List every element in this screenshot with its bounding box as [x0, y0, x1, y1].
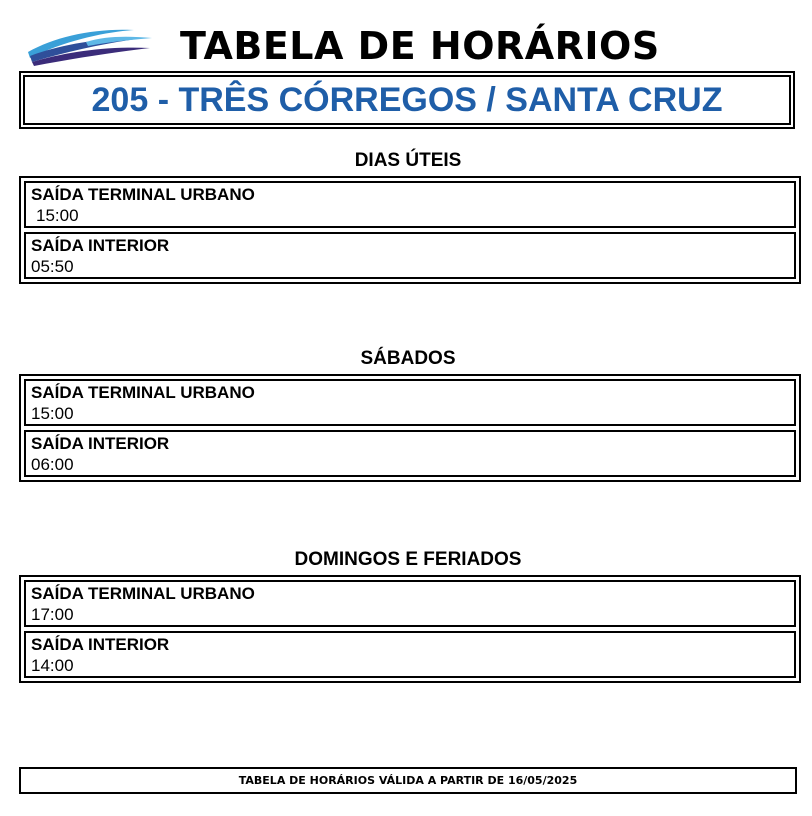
- schedule-box-sabados: [19, 374, 801, 482]
- departure-block: [24, 430, 796, 477]
- route-title: 205 - TRÊS CÓRREGOS / SANTA CRUZ: [91, 81, 723, 119]
- header: [0, 0, 812, 70]
- departure-times: 15:00: [31, 404, 74, 423]
- departure-block: [24, 232, 796, 279]
- schedule-box-dias-uteis: [19, 176, 801, 284]
- departure-label: SAÍDA INTERIOR: [31, 635, 170, 654]
- departure-times: 14:00: [31, 656, 74, 675]
- section-title-dias-uteis: DIAS ÚTEIS: [354, 150, 462, 171]
- section-title-sabados: SÁBADOS: [360, 348, 456, 369]
- departure-times: 15:00: [36, 206, 79, 225]
- departure-block: [24, 580, 796, 627]
- bus-company-logo-icon: [26, 22, 154, 66]
- page-title: TABELA DE HORÁRIOS: [180, 24, 660, 68]
- schedule-box-domingos-feriados: [19, 575, 801, 683]
- section-title-domingos-feriados: DOMINGOS E FERIADOS: [294, 549, 522, 570]
- validity-footer: [19, 767, 797, 794]
- departure-block: [24, 379, 796, 426]
- departure-block: [24, 181, 796, 228]
- departure-label: SAÍDA INTERIOR: [31, 434, 170, 453]
- departure-label: SAÍDA TERMINAL URBANO: [31, 383, 255, 402]
- route-box: [19, 71, 795, 129]
- departure-times: 17:00: [31, 605, 74, 624]
- departure-label: SAÍDA INTERIOR: [31, 236, 170, 255]
- departure-label: SAÍDA TERMINAL URBANO: [31, 185, 255, 204]
- departure-times: 05:50: [31, 257, 74, 276]
- validity-text: TABELA DE HORÁRIOS VÁLIDA A PARTIR DE 16/05/2025: [238, 774, 578, 787]
- departure-times: 06:00: [31, 455, 74, 474]
- departure-block: [24, 631, 796, 678]
- departure-label: SAÍDA TERMINAL URBANO: [31, 584, 255, 603]
